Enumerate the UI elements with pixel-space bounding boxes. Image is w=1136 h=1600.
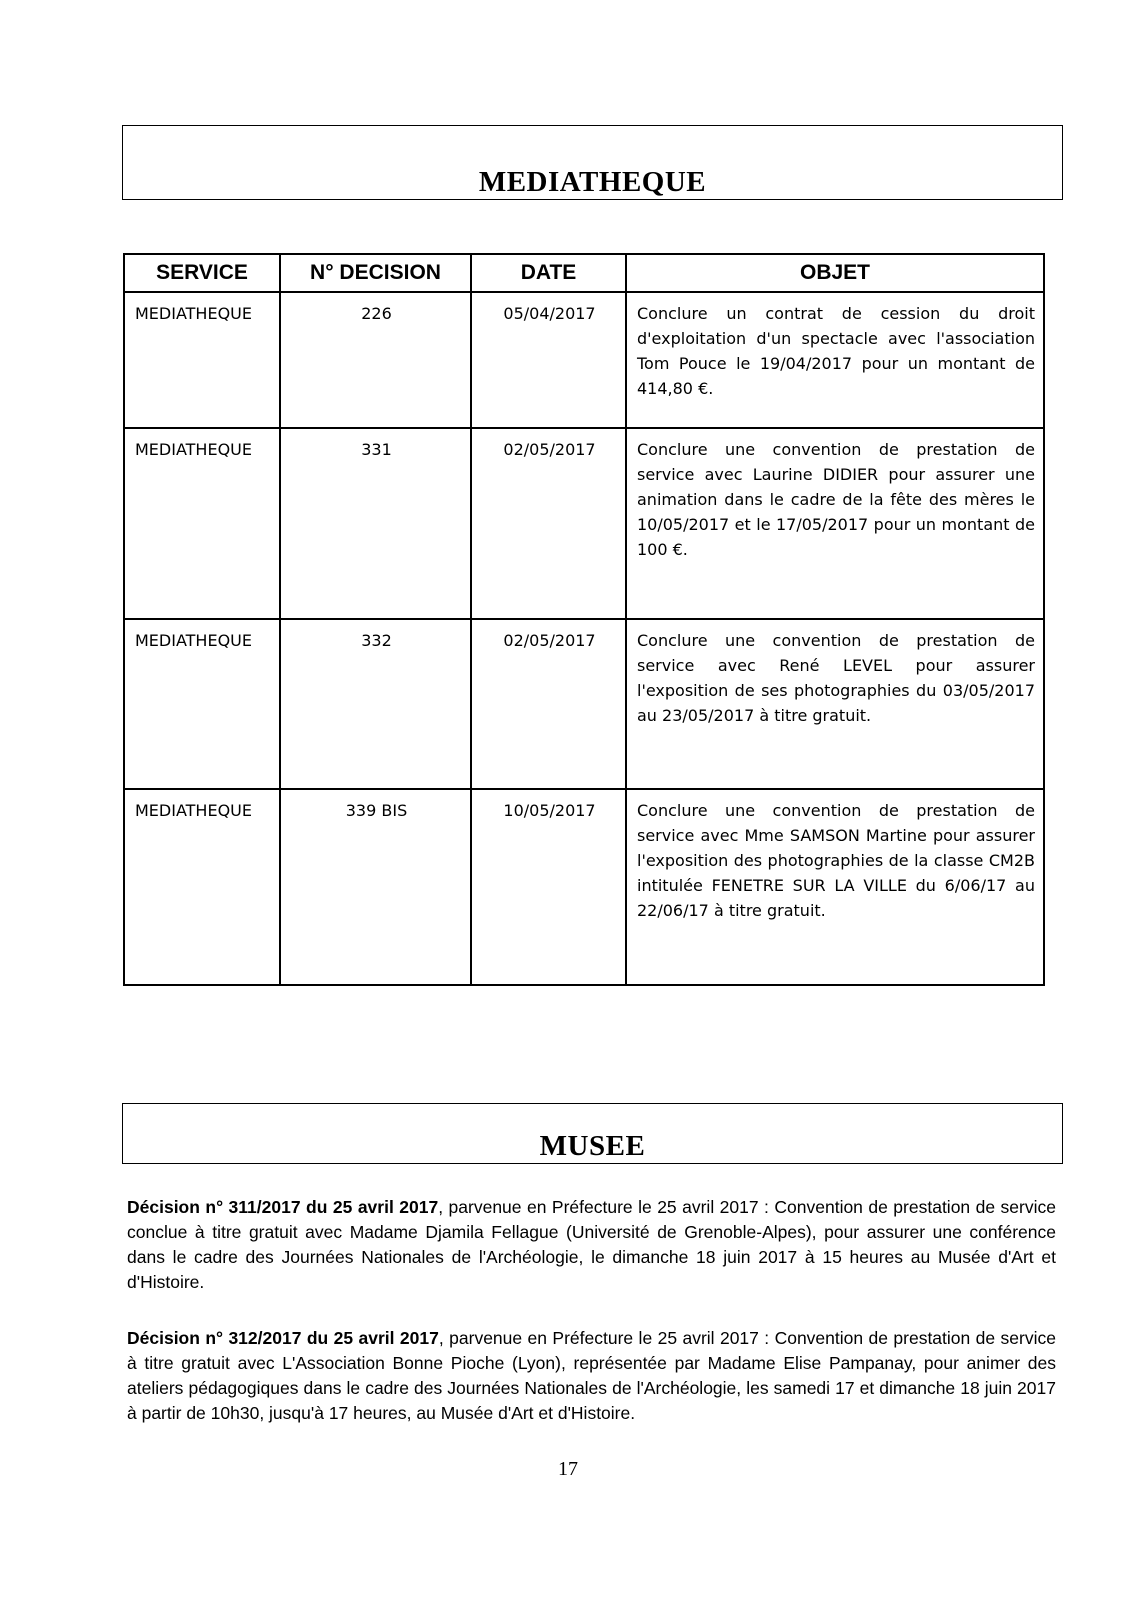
musee-heading-box	[122, 1103, 1063, 1164]
cell-date: 02/05/2017	[471, 428, 626, 619]
cell-objet: Conclure une convention de prestation de service avec René LEVEL pour assurer l'exposition de ses photographies du 03/05/2017 au 23/05/2017 à titre gratuit.	[626, 619, 1044, 789]
decision-text: , parvenue en Préfecture le 25 avril 2017 : Convention de prestation de service à titre gratuit avec L'Association Bonne Pioche (Lyon), représentée par Madame Elise Pampanay, pour animer des ateliers pédagogiques dans le cadre des Journées Nationales de l'Archéologie, les samedi 17 et dimanche 18 juin 2017 à partir de 10h30, jusqu'à 17 heures, au Musée d'Art et d'Histoire.	[127, 1328, 1056, 1423]
header-objet: OBJET	[626, 254, 1044, 292]
mediatheque-heading-box	[122, 125, 1063, 200]
cell-decision-number: 332	[280, 619, 471, 789]
cell-date: 02/05/2017	[471, 619, 626, 789]
header-service: SERVICE	[124, 254, 280, 292]
cell-objet: Conclure une convention de prestation de service avec Laurine DIDIER pour assurer une animation dans le cadre de la fête des mères le 10/05/2017 et le 17/05/2017 pour un montant de 100 €.	[626, 428, 1044, 619]
table-row	[124, 619, 1044, 789]
decision-paragraph	[127, 1326, 1056, 1426]
cell-service: MEDIATHEQUE	[124, 292, 280, 428]
cell-service: MEDIATHEQUE	[124, 619, 280, 789]
table-row	[124, 789, 1044, 985]
header-decision-number: N° DECISION	[280, 254, 471, 292]
mediatheque-title: MEDIATHEQUE	[478, 166, 707, 198]
decision-text: , parvenue en Préfecture le 25 avril 2017 : Convention de prestation de service conclue à titre gratuit avec Madame Djamila Fellague (Université de Grenoble-Alpes), pour assurer une conférence dans le cadre des Journées Nationales de l'Archéologie, le dimanche 18 juin 2017 à 15 heures au Musée d'Art et d'Histoire.	[127, 1197, 1056, 1292]
cell-date: 10/05/2017	[471, 789, 626, 985]
table-row	[124, 428, 1044, 619]
cell-objet: Conclure un contrat de cession du droit d'exploitation d'un spectacle avec l'association Tom Pouce le 19/04/2017 pour un montant de 414,80 €.	[626, 292, 1044, 428]
header-date: DATE	[471, 254, 626, 292]
decision-reference: Décision n° 312/2017 du 25 avril 2017	[127, 1328, 439, 1348]
cell-service: MEDIATHEQUE	[124, 789, 280, 985]
table-row	[124, 292, 1044, 428]
cell-decision-number: 226	[280, 292, 471, 428]
cell-decision-number: 339 BIS	[280, 789, 471, 985]
cell-service: MEDIATHEQUE	[124, 428, 280, 619]
musee-title: MUSEE	[539, 1130, 646, 1162]
cell-decision-number: 331	[280, 428, 471, 619]
cell-objet: Conclure une convention de prestation de service avec Mme SAMSON Martine pour assurer l'exposition des photographies de la classe CM2B intitulée FENETRE SUR LA VILLE du 6/06/17 au 22/06/17 à titre gratuit.	[626, 789, 1044, 985]
cell-date: 05/04/2017	[471, 292, 626, 428]
decision-paragraph	[127, 1195, 1056, 1295]
table-header-row	[124, 254, 1044, 292]
decision-reference: Décision n° 311/2017 du 25 avril 2017	[127, 1197, 439, 1217]
page-number: 17	[558, 1458, 578, 1480]
mediatheque-decisions-table	[123, 253, 1045, 986]
